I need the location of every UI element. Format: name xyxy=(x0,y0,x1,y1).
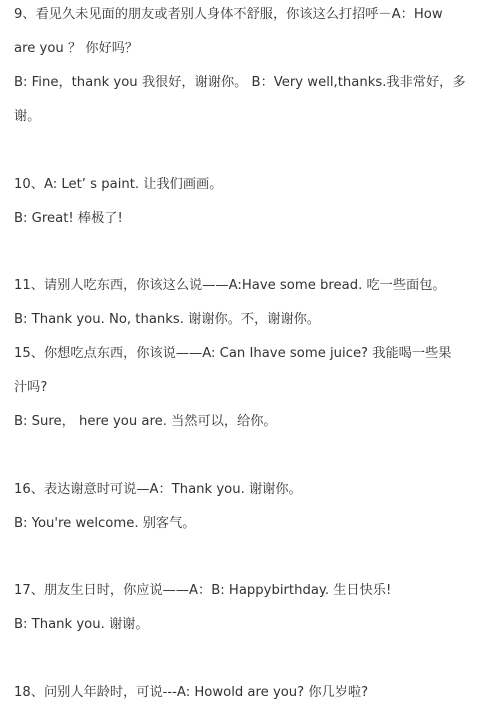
text-line-10-question: 10、A: Let’ s paint. 让我们画画。 xyxy=(14,177,223,192)
text-line-17-question: 17、朋友生日时，你应说——A：B: Happybirthday. 生日快乐! xyxy=(14,583,392,598)
text-line-9-question-cont: are you ？ 你好吗？ xyxy=(14,41,139,56)
text-line-9-question: 9、看见久未见面的朋友或者别人身体不舒服，你该这么打招呼－A：How xyxy=(14,7,443,22)
text-line-10-answer: B: Great! 棒极了! xyxy=(14,211,123,226)
text-line-16-answer: B: You're welcome. 别客气。 xyxy=(14,516,196,531)
text-line-15-question: 15、你想吃点东西，你该说——A: Can Ihave some juice? 我能喝一些果 xyxy=(14,346,452,361)
text-line-15-question-cont: 汁吗? xyxy=(14,380,48,395)
text-line-18-question: 18、问别人年龄时，可说---A: Howold are you? 你几岁啦? xyxy=(14,685,369,700)
text-line-16-question: 16、表达谢意时可说—A：Thank you. 谢谢你。 xyxy=(14,482,302,497)
text-line-9-answer: B: Fine，thank you 我很好，谢谢你。 B：Very well,thanks.我非常好，多 xyxy=(14,75,466,90)
text-line-17-answer: B: Thank you. 谢谢。 xyxy=(14,617,149,632)
text-line-11-answer: B: Thank you. No, thanks. 谢谢你。不，谢谢你。 xyxy=(14,312,321,327)
text-line-11-question: 11、请别人吃东西，你该这么说——A:Have some bread. 吃一些面包。 xyxy=(14,278,446,293)
text-line-15-answer: B: Sure， here you are. 当然可以，给你。 xyxy=(14,414,277,429)
text-line-9-answer-cont: 谢。 xyxy=(14,109,41,124)
